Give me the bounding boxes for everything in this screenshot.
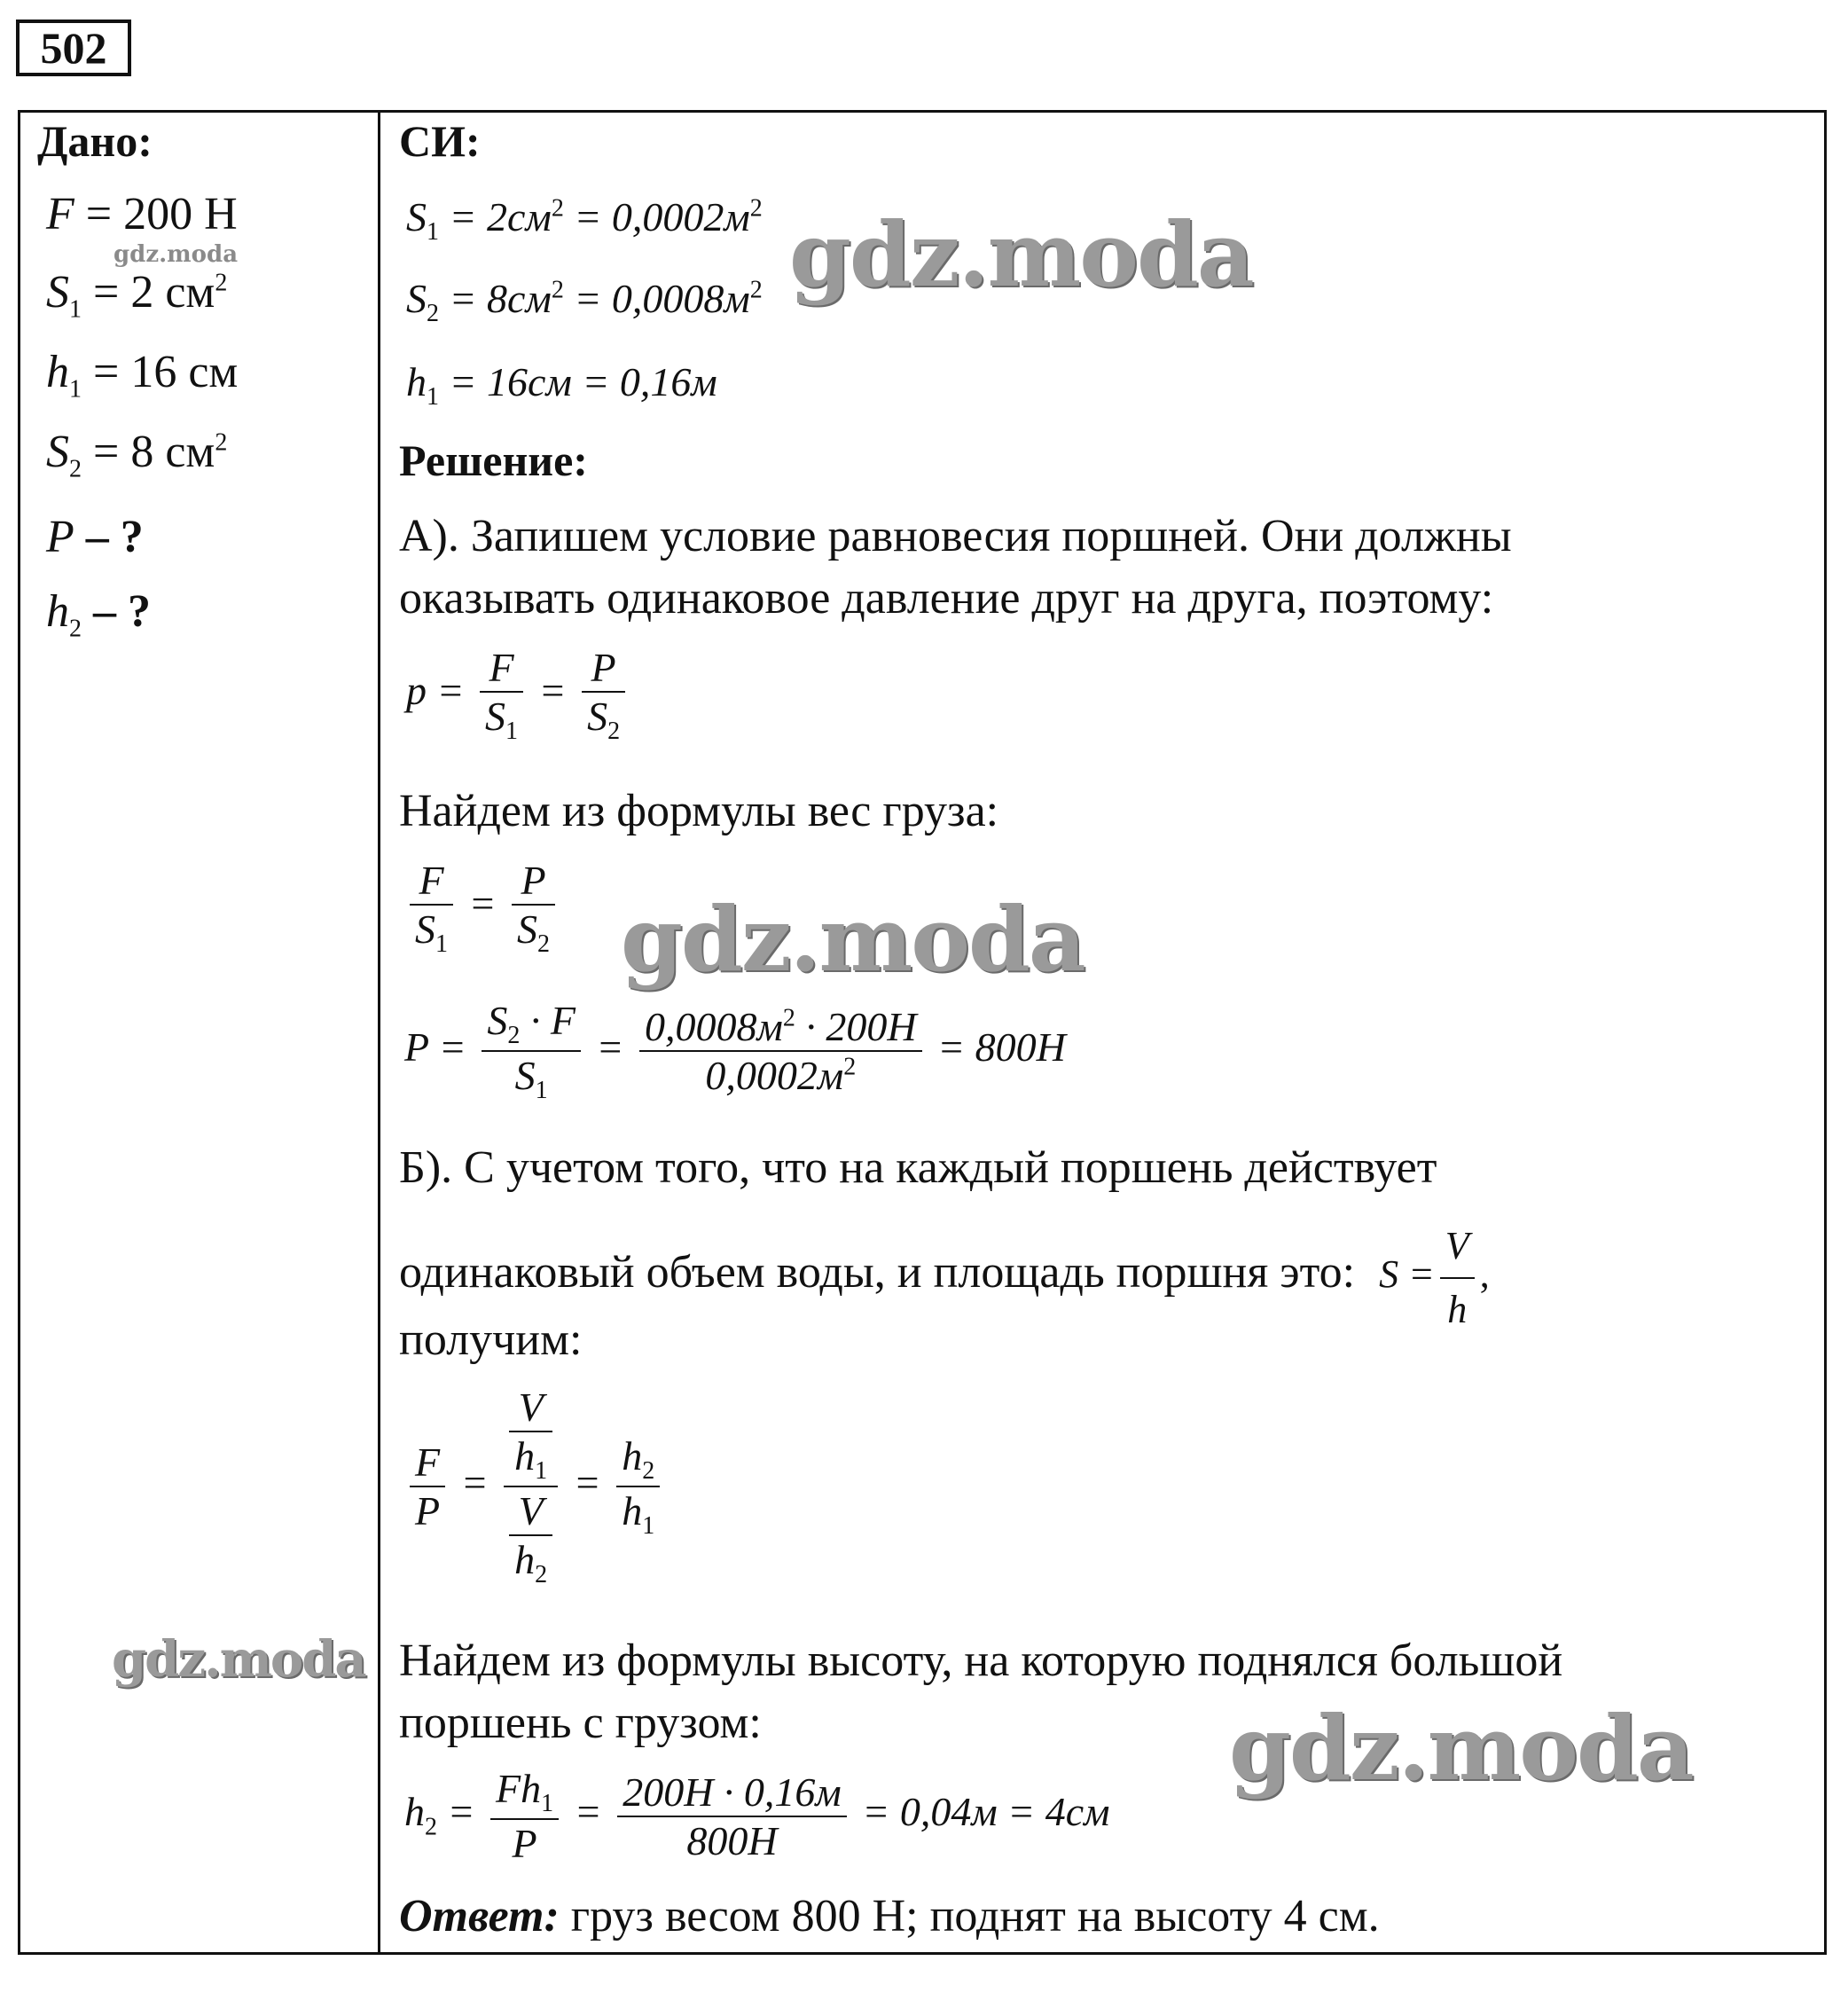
problem-number: 502 [16,20,131,76]
para-a-line-1: А). Запишем условие равновесия поршней. Они должны [399,511,1512,561]
given-title: Дано: [37,116,153,166]
given-force: F = 200 Н [46,189,238,239]
watermark-small: gdz.moda [114,241,239,268]
para-a-line-2: оказывать одинаковое давление друг на друга, поэтому: [399,573,1494,624]
unknown-weight: P – ? [46,512,144,562]
weight-calculation: P = $\frac{S_2 \cdot F}{S_1}$ = $\frac{0,0008м^2 \cdot 200Н}{0,0002м^2}$ = 800Н [404,998,1066,1105]
ratio-equation: $\frac{F}{S_1}$ = $\frac{P}{S_2}$ [404,857,560,959]
find-height-line-1: Найдем из формулы высоту, на которую поднялся большой [399,1635,1563,1686]
watermark-middle: gdz.moda [621,887,1085,992]
column-divider [378,110,380,1955]
si-title: СИ: [399,116,481,166]
volume-ratio-equation: $\frac{F}{P}$ = $\frac{\frac{V}{h_1}}{\frac{V}{h_2}}$ = $\frac{h_2}{h_1}$ [404,1384,665,1589]
para-b-line-3: получим: [399,1314,583,1365]
si-height-1: $h_1 = 16см = 0,16м$ [406,359,717,412]
find-height-line-2: поршень с грузом: [399,1698,762,1748]
si-area-2: $S_2 = 8см^2 = 0,0008м^2$ [406,276,763,328]
para-b-line-1: Б). С учетом того, что на каждый поршень действует [399,1142,1437,1193]
find-weight-text: Найдем из формулы вес груза: [399,786,999,836]
watermark-left: gdz.moda [112,1630,365,1689]
answer: Ответ: груз весом 800 Н; поднят на высоту 4 см. [399,1891,1380,1941]
watermark-top: gdz.moda [789,202,1253,307]
solution-title: Решение: [399,435,588,485]
si-area-1: $S_1 = 2см^2 = 0,0002м^2$ [406,194,763,247]
given-area-2: $S_2 = 8$ $см^2$ [46,427,228,483]
given-area-1: $S_1 = 2$ $см^2$ [46,267,228,324]
unknown-height-2: $h_2$ – ? [46,586,151,643]
given-height-1: $h_1 = 16$ см [46,347,239,404]
watermark-bottom: gdz.moda [1229,1696,1693,1800]
height-calculation: $h_2$ = $\frac{Fh_1}{P}$ = $\frac{200Н \cdot 0,16м}{800Н}$ = 0,04м = 4см [404,1766,1110,1867]
para-b-line-2: одинаковый объем воды, и площадь поршня это: S = $\frac{V}{h}$ , [399,1215,1490,1341]
pressure-equation: p = $\frac{F}{S_1}$ = $\frac{P}{S_2}$ [406,644,630,746]
